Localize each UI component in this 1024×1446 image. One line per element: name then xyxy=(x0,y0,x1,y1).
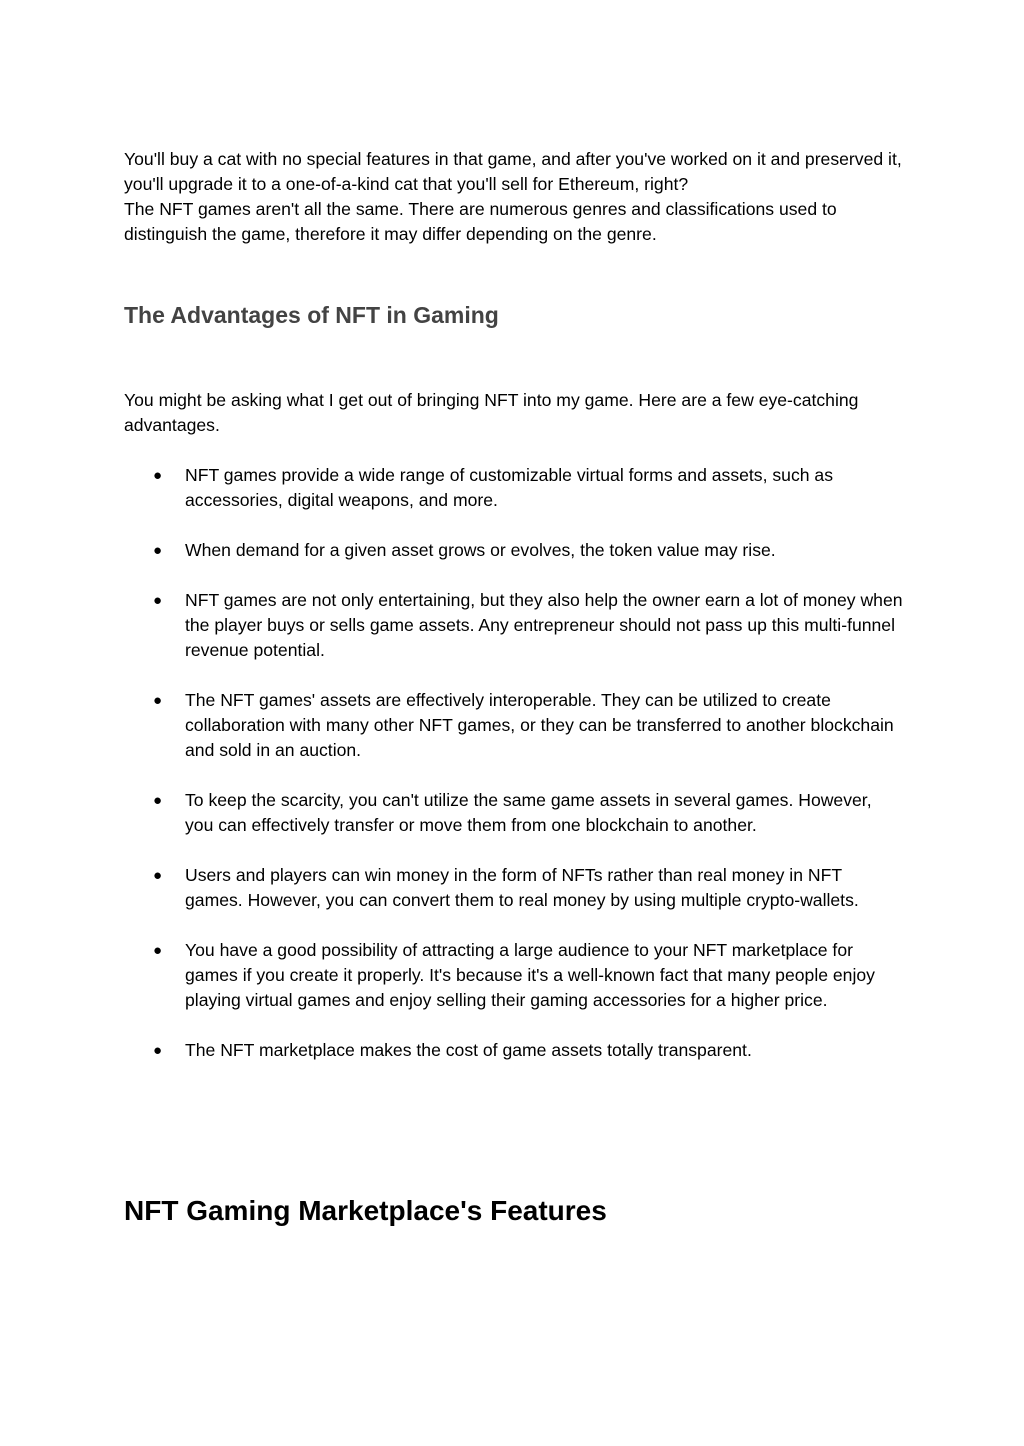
list-item xyxy=(124,863,904,913)
bullet-icon: ● xyxy=(153,592,163,609)
list-item-text: NFT games provide a wide range of customizable virtual forms and assets, such as accessories, digital weapons, and more. xyxy=(185,465,834,510)
bullet-icon: ● xyxy=(153,467,163,484)
list-item xyxy=(124,938,904,1013)
list-item xyxy=(124,538,904,563)
list-item xyxy=(124,688,904,763)
advantages-list xyxy=(124,463,904,1088)
list-item xyxy=(124,1038,904,1063)
list-item xyxy=(124,588,904,663)
intro-paragraph xyxy=(124,147,904,247)
bullet-icon: ● xyxy=(153,942,163,959)
bullet-icon: ● xyxy=(153,867,163,884)
advantages-heading: The Advantages of NFT in Gaming xyxy=(124,302,499,328)
list-item-text: To keep the scarcity, you can't utilize the same game assets in several games. However, you can effectively transfer or move them from one blockchain to another. xyxy=(185,790,872,835)
list-item-text: When demand for a given asset grows or evolves, the token value may rise. xyxy=(185,540,776,560)
features-heading: NFT Gaming Marketplace's Features xyxy=(124,1195,607,1226)
list-item-text: The NFT marketplace makes the cost of game assets totally transparent. xyxy=(185,1040,752,1060)
advantages-lead-paragraph: You might be asking what I get out of bringing NFT into my game. Here are a few eye-catching advantages. xyxy=(124,390,859,435)
list-item-text: Users and players can win money in the form of NFTs rather than real money in NFT games. However, you can convert them to real money by using multiple crypto-wallets. xyxy=(185,865,859,910)
list-item-text: You have a good possibility of attracting a large audience to your NFT marketplace for games if you create it properly. It's because it's a well-known fact that many people enjoy playing virtual games and enjoy selling their gaming accessories for a higher price. xyxy=(185,940,875,1010)
list-item xyxy=(124,463,904,513)
list-item xyxy=(124,788,904,838)
bullet-icon: ● xyxy=(153,542,163,559)
intro-text-line-1: You'll buy a cat with no special features in that game, and after you've worked on it and preserved it, you'll upgrade it to a one-of-a-kind cat that you'll sell for Ethereum, right? xyxy=(124,149,902,194)
list-item-text: NFT games are not only entertaining, but they also help the owner earn a lot of money when the player buys or sells game assets. Any entrepreneur should not pass up this multi-funnel revenue potential. xyxy=(185,590,903,660)
intro-text-line-2: The NFT games aren't all the same. There are numerous genres and classifications used to distinguish the game, therefore it may differ depending on the genre. xyxy=(124,199,837,244)
list-item-text: The NFT games' assets are effectively interoperable. They can be utilized to create collaboration with many other NFT games, or they can be transferred to another blockchain and sold in an auction. xyxy=(185,690,894,760)
bullet-icon: ● xyxy=(153,792,163,809)
bullet-icon: ● xyxy=(153,1042,163,1059)
bullet-icon: ● xyxy=(153,692,163,709)
